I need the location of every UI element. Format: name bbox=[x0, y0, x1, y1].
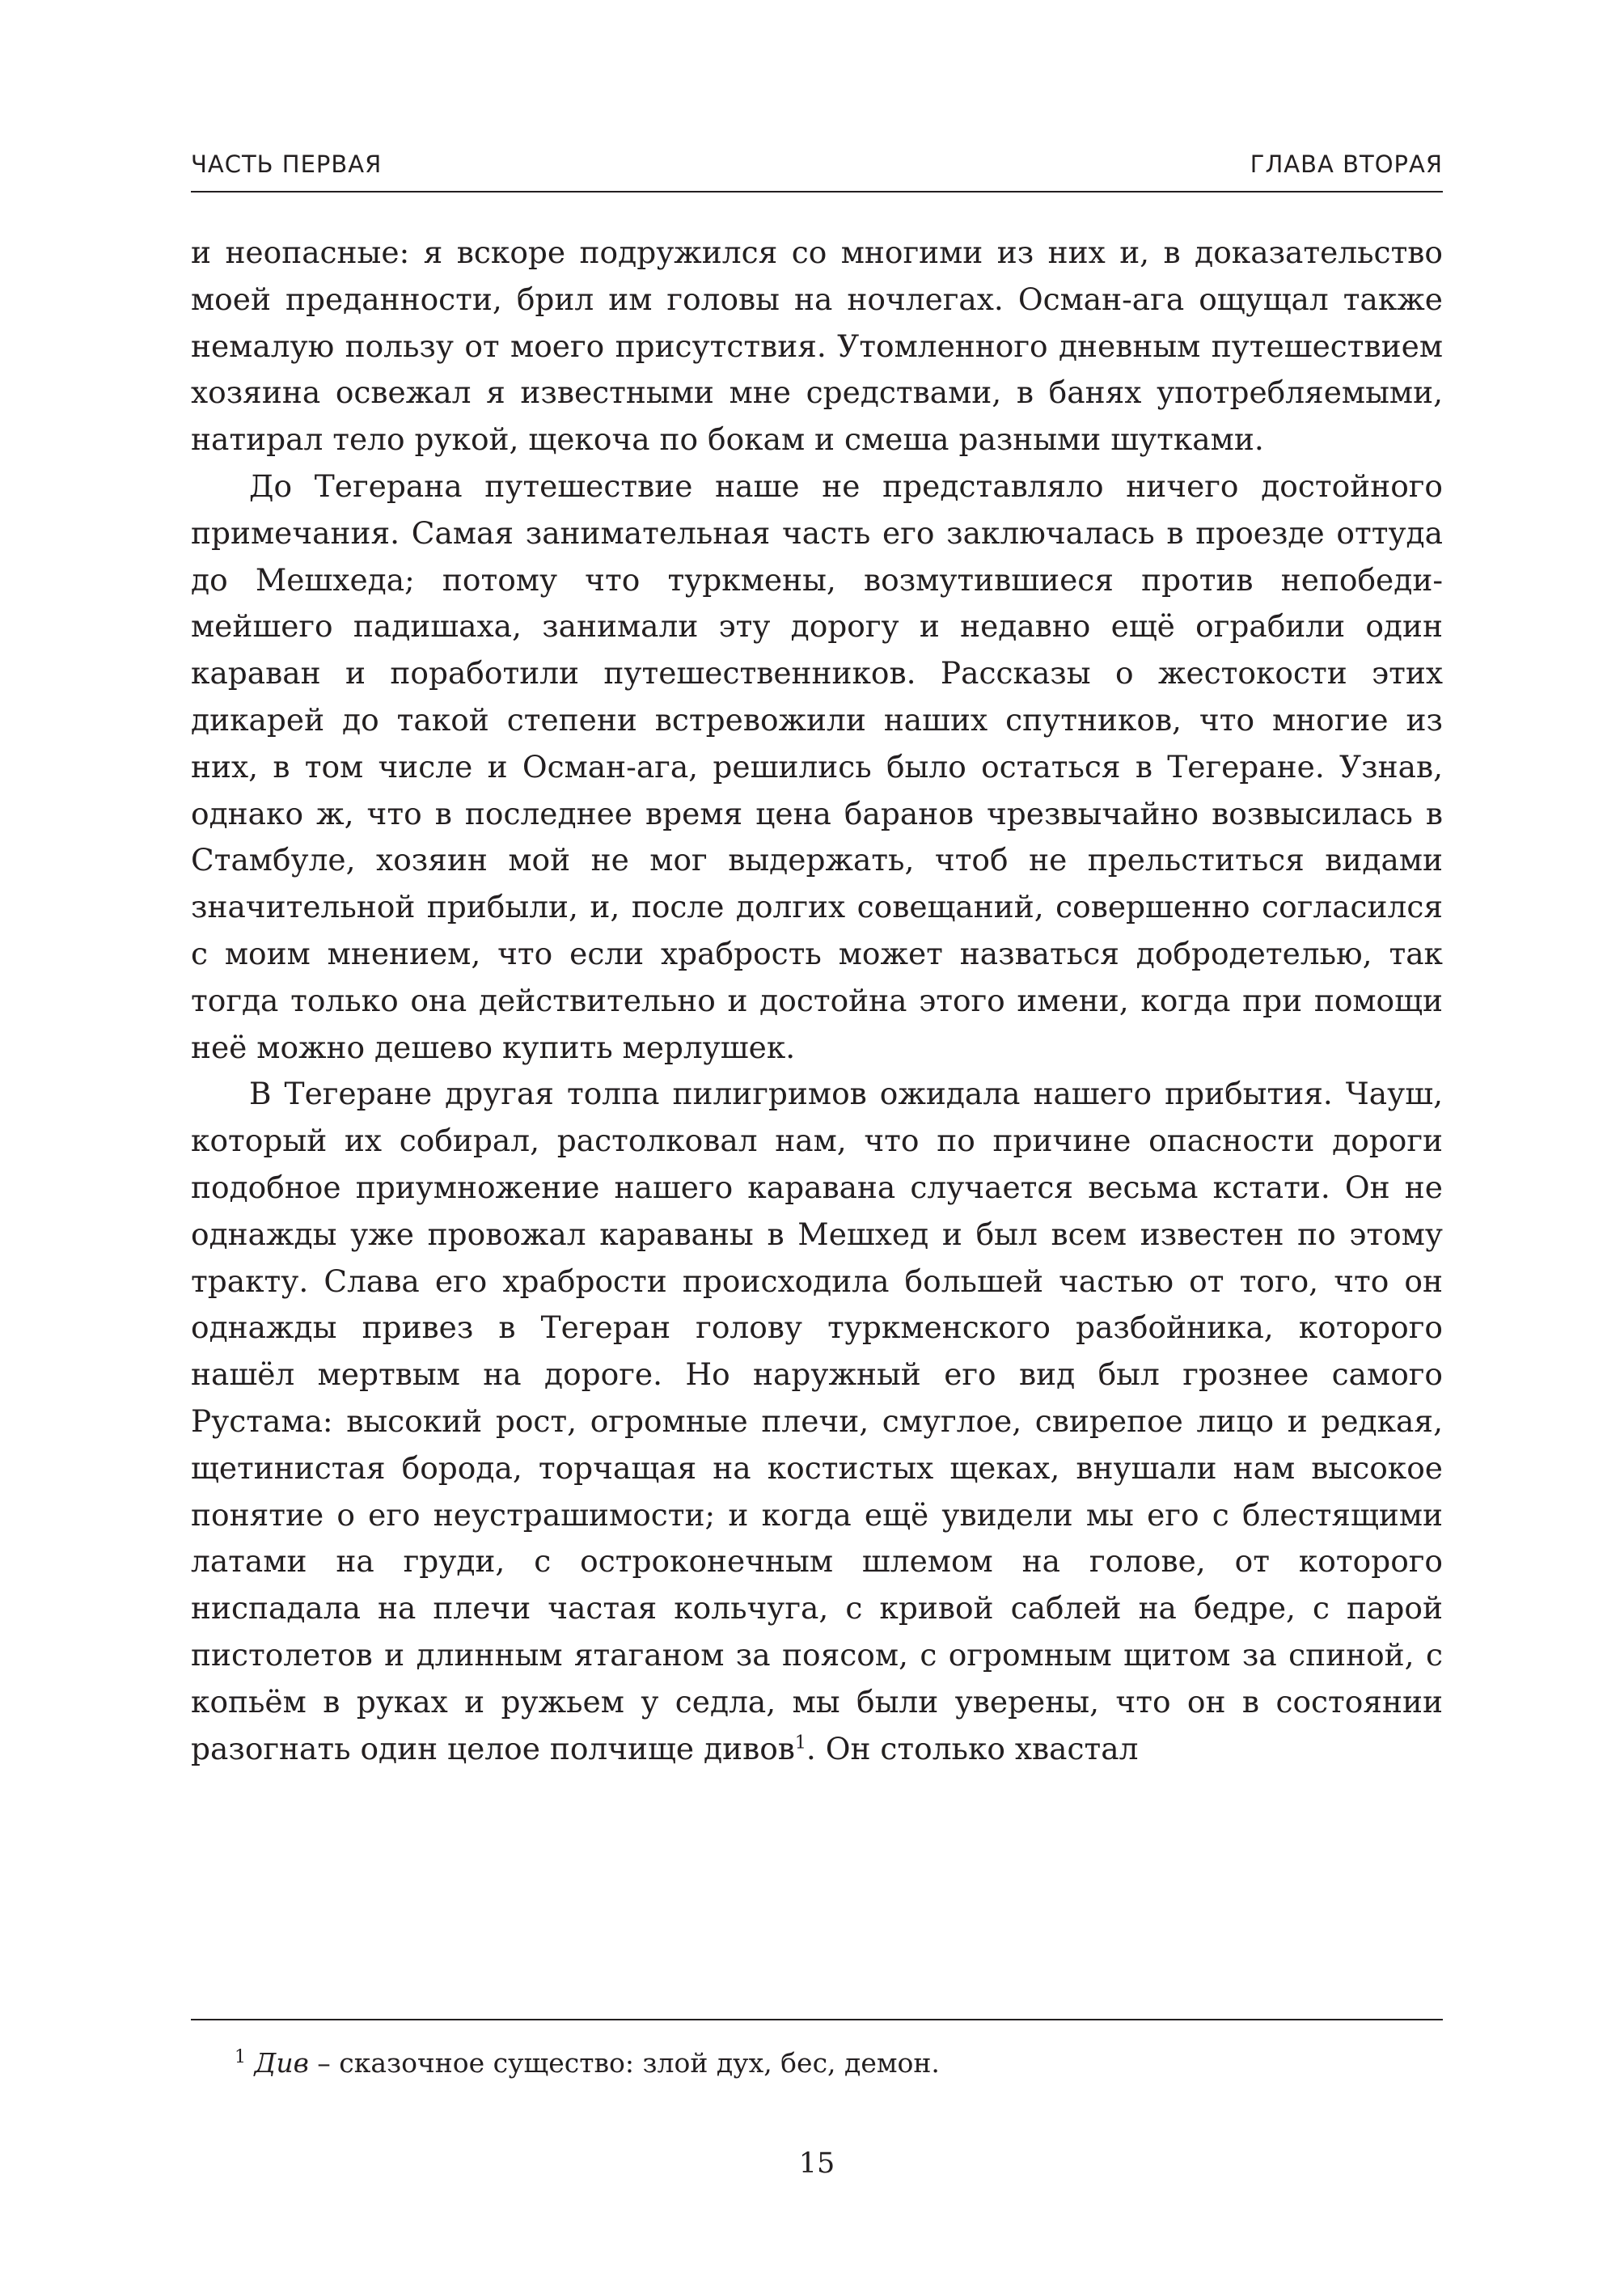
paragraph-1: и неопасные: я вскоре подружился со многими из них и, в доказательство моей преданности, брил им головы на ночлегах. Осман-ага ощущал также немалую пользу от моего присутствия. Утомленного дневным путешествием хозяина освежал я известными мне средствами, в банях употребляемыми, натирал тело рукой, щекоча по бокам и смеша разными шутками. bbox=[191, 235, 1443, 458]
part-title: ЧАСТЬ ПЕРВАЯ bbox=[191, 150, 383, 178]
paragraph-3: В Тегеране другая толпа пилигримов ожидала нашего прибытия. Чауш, который их собирал, растолковал нам, что по причине опасности дороги подобное приумножение нашего каравана случается весьма кстати. Он не однажды уже провожал караваны в Мешхед и был всем известен по этому тракту. Слава его храбрости происходила большей частью от того, что он однажды привез в Тегеран голову туркменского разбойника, которого нашёл мертвым на дороге. Но наружный его вид был грознее самого Рустама: высокий рост, огромные плечи, смуглое, свирепое лицо и редкая, щетинистая борода, торчащая на костистых щеках, внушали нам высокое понятие о его неустрашимости; и когда ещё увидели мы его с блестящими латами на груди, с остроконечным шлемом на голове, от которого ниспадала на плечи частая кольчуга, с кривой саблей на бедре, с парой пистолетов и длинным ятаганом за поясом, с огромным щитом за спиной, с копьём в руках и ружьем у седла, мы были уверены, что он в состоянии разогнать один целое полчище дивов$^1$. Он столько хвастал bbox=[191, 1076, 1443, 1766]
running-header bbox=[191, 150, 1443, 183]
book-page bbox=[191, 0, 1443, 2293]
header-rule bbox=[191, 191, 1443, 192]
chapter-title: ГЛАВА ВТОРАЯ bbox=[1250, 150, 1443, 178]
page-number: 15 bbox=[798, 2147, 835, 2180]
footnote-reference[interactable]: 1 bbox=[794, 1732, 806, 1753]
footnote-text: – сказочное существо: злой дух, бес, демон. bbox=[317, 2047, 940, 2079]
footnote bbox=[235, 2045, 1443, 2082]
paragraph-2: До Тегерана путешествие наше не представляло ничего достойного примечания. Самая занимательная часть его заключалась в проезде оттуда до Мешхеда; потому что туркмены, возмутившиеся против непобедимейшего падишаха, занимали эту дорогу и недавно ещё ограбили один караван и поработили путешественников. Рассказы о жестокости этих дикарей до такой степени встревожили наших спутников, что многие из них, в том числе и Осман-ага, решились было остаться в Тегеране. Узнав, однако ж, что в последнее время цена баранов чрезвычайно возвысилась в Стамбуле, хозяин мой не мог выдержать, чтоб не прельститься видами значительной прибыли, и, после долгих совещаний, совершенно согласился с моим мнением, что если храбрость может назваться добродетелью, так тогда только она действительно и достойна этого имени, когда при помощи неё можно дешево купить мерлушек. bbox=[191, 467, 1443, 1065]
main-text bbox=[191, 230, 1443, 1772]
paragraph-3-tail: Он столько хвастал bbox=[825, 1730, 1139, 1766]
footnote-rule bbox=[191, 2019, 1443, 2020]
footnote-term: Див bbox=[254, 2047, 309, 2079]
paragraph-3-text: В Тегеране другая толпа пилигримов ожидала нашего прибытия. Чауш, который их собирал, растолковал нам, что по причине опасности дороги подобное приумножение нашего каравана случается весьма кстати. Он не однажды уже провожал караваны в Мешхед и был всем известен по этому тракту. Слава его храбрости происходила большей частью от того, что он однажды привез в Тегеран голову туркменского разбойника, которого нашёл мертвым на дороге. Но наружный его вид был грознее самого Рустама: высокий рост, огромные плечи, смуглое, свирепое лицо и редкая, щетинистая борода, торчащая на костистых щеках, внушали нам высокое понятие о его неустрашимости; и когда ещё увидели мы его с блестящими латами на груди, с остроконечным шлемом на голове, от которого ниспадала на плечи частая кольчуга, с кривой саблей на бедре, с парой пистолетов и длинным ятаганом за поясом, с огромным щитом за спиной, с копьём в руках и ружьем у седла, мы были уверены, что он в состоянии разогнать один целое полчище дивов bbox=[191, 1076, 1443, 1766]
footnote-number: 1 bbox=[235, 2047, 246, 2067]
